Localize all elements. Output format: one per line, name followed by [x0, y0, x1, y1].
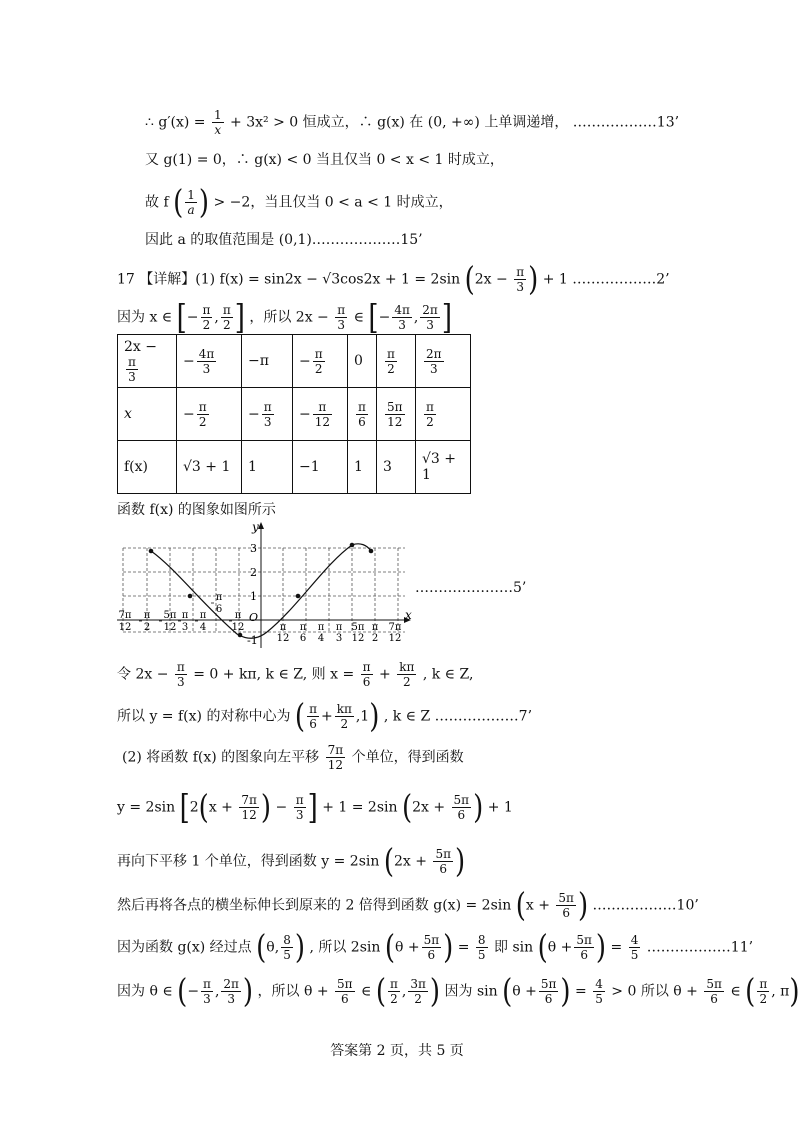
x-tick-num: 7π — [118, 610, 132, 621]
table-cell: − $\frac{\pi}{3}$ — [242, 388, 293, 441]
text: ∈ — [730, 983, 741, 1000]
text: 2x + — [394, 853, 427, 870]
function-graph — [115, 520, 415, 655]
paren: ( — [173, 183, 184, 222]
text: 2x − — [474, 271, 508, 288]
x-tick-num: π — [299, 622, 307, 633]
x-tick-num: π — [371, 622, 379, 633]
paren: ) — [260, 788, 272, 827]
fraction: $\frac{5\pi}{6}$ — [558, 891, 574, 920]
line-8 — [117, 660, 473, 689]
text: = — [575, 983, 587, 1000]
text: + 3x² > 0 恒成立，∴ g(x) 在 (0, +∞) 上单调递增， — [230, 114, 569, 131]
x-tick-den: 3 — [181, 622, 189, 633]
score-marker: …………………5’ — [415, 580, 527, 596]
point — [188, 594, 193, 599]
table-cell: $\frac{\pi}{6}$ — [348, 388, 377, 441]
table-cell: − $\frac{\pi}{2}$ — [177, 388, 242, 441]
table-cell: √3 + 1 — [177, 441, 242, 494]
paren: ( — [537, 928, 548, 967]
fraction: $\frac{\pi}{3}$ — [203, 977, 211, 1006]
line-7 — [117, 500, 276, 520]
paren: ( — [401, 788, 413, 827]
paren: ) — [560, 972, 571, 1011]
paren: ) — [454, 842, 466, 881]
score-marker: ………………11’ — [646, 939, 754, 956]
paren: ( — [375, 972, 387, 1011]
y-tick: 1 — [250, 590, 257, 603]
line-11 — [117, 788, 513, 827]
fraction: $\frac{k\pi}{2}$ — [336, 702, 352, 731]
text: − — [275, 799, 288, 816]
fraction: $\frac{\pi}{2}$ — [222, 303, 231, 332]
text: 函数 f(x) 的图象如图所示 — [117, 502, 276, 518]
table-cell: 0 — [348, 335, 377, 388]
text: 再向下平移 1 个单位，得到函数 y = 2sin — [117, 853, 380, 870]
paren: ( — [384, 928, 395, 967]
text: 又 g(1) = 0，∴ g(x) < 0 当且仅当 0 < x < 1 时成立， — [145, 152, 504, 168]
y-tick: -1 — [247, 634, 258, 647]
text: − — [187, 983, 200, 1000]
paren: ( — [745, 972, 756, 1011]
fraction: $\frac{5\pi}{6}$ — [337, 977, 353, 1006]
paren: ( — [464, 260, 475, 299]
text: > −2，当且仅当 0 < a < 1 时成立， — [213, 194, 453, 211]
table-row — [118, 388, 471, 441]
fraction: $\frac{\pi}{2}$ — [759, 977, 768, 1006]
fraction: $\frac{2\pi}{3}$ — [422, 303, 438, 332]
text: θ + — [547, 939, 573, 956]
y-tick: 2 — [250, 566, 257, 579]
paren: ) — [294, 928, 305, 967]
line-13 — [117, 886, 699, 925]
text: x + — [525, 897, 550, 914]
fraction: $\frac{5\pi}{6}$ — [435, 847, 451, 876]
fraction: $\frac{2\pi}{3}$ — [223, 977, 239, 1006]
line-14 — [117, 928, 754, 967]
x-ticks-right — [277, 622, 402, 644]
text: ，所以 θ + — [257, 983, 329, 1000]
table-cell: −π — [242, 335, 293, 388]
line-12 — [117, 842, 466, 881]
x-tick-num: π — [181, 610, 189, 621]
x-tick-num: π — [335, 622, 343, 633]
paren: ) — [789, 972, 799, 1011]
text: 个单位，得到函数 — [351, 749, 464, 766]
fraction-pi-over-3: $\frac{\pi}{3}$ — [516, 265, 525, 294]
line-3 — [145, 183, 453, 222]
paren: ( — [515, 886, 526, 925]
text: 因为 sin — [444, 983, 498, 1000]
text: ∴ g′(x) = — [145, 114, 206, 131]
point — [350, 543, 355, 548]
text: , k ∈ Z, — [422, 666, 474, 683]
fraction: $\frac{\pi}{3}$ — [337, 303, 346, 332]
fraction: $\frac{\pi}{3}$ — [295, 793, 304, 822]
text: ，所以 2x − — [249, 309, 329, 326]
text: 因此 a 的取值范围是 (0,1).………………15’ — [145, 232, 423, 248]
text: 2x + — [412, 799, 446, 816]
line-10 — [122, 743, 464, 772]
score-marker: ………………2’ — [572, 271, 670, 288]
text: ∈ — [353, 309, 364, 326]
text: > 0 所以 θ + — [611, 983, 698, 1000]
y-axis-label: y — [252, 520, 259, 534]
text: , — [401, 983, 407, 1000]
fraction: $\frac{4}{5}$ — [595, 977, 603, 1006]
fraction: $\frac{\pi}{6}$ — [309, 702, 317, 731]
fraction: $\frac{4\pi}{3}$ — [394, 303, 410, 332]
text: , k ∈ Z — [383, 708, 431, 725]
x-tick-den: 12 — [276, 633, 290, 644]
fraction-1-over-a: $\frac{1}{a}$ — [187, 188, 195, 217]
x-tick-den: 12 — [231, 622, 245, 633]
text: θ + — [394, 939, 420, 956]
paren: ) — [595, 928, 607, 967]
paren: ) — [577, 886, 589, 925]
paren: ) — [429, 972, 441, 1011]
fraction-1-over-x: $\frac{1}{x}$ — [213, 108, 222, 137]
table-cell: −1 — [293, 441, 348, 494]
text: , 所以 2sin — [309, 939, 381, 956]
fraction: $\frac{\pi}{6}$ — [362, 660, 371, 689]
score-marker: ………………10’ — [592, 897, 699, 914]
text: 故 f — [145, 194, 169, 211]
bracket: [ — [176, 298, 187, 337]
text: 令 2x − — [117, 666, 169, 683]
fraction: $\frac{5\pi}{6}$ — [423, 933, 440, 962]
score-marker: ………………13’ — [572, 114, 680, 131]
table-cell: 1 — [348, 441, 377, 494]
text: + 1 — [542, 271, 568, 288]
table-cell: − $\frac{\pi}{2}$ — [293, 335, 348, 388]
line-4 — [145, 230, 423, 250]
text: 因为函数 g(x) 经过点 — [117, 939, 252, 956]
value-table — [117, 334, 471, 494]
paren: ) — [473, 788, 484, 827]
bracket: ] — [234, 298, 245, 337]
line-1 — [145, 108, 679, 137]
fraction: $\frac{7\pi}{12}$ — [241, 793, 257, 822]
table-cell: 1 — [242, 441, 293, 494]
bracket: [ — [368, 298, 379, 337]
point — [296, 594, 301, 599]
score-marker-5 — [415, 578, 526, 598]
table-cell: f(x) — [118, 441, 177, 494]
line-5 — [117, 260, 670, 299]
text: , — [214, 983, 220, 1000]
text: 2 — [189, 799, 199, 816]
bracket: ] — [441, 298, 452, 337]
x-tick-den: 12 — [118, 622, 132, 633]
table-cell: $\frac{2\pi}{3}$ — [416, 335, 471, 388]
x-tick-den: 12 — [388, 633, 402, 644]
text: + 1 = 2sin — [322, 799, 398, 816]
paren: ( — [294, 697, 306, 736]
line-2 — [145, 150, 504, 170]
x-tick-den: 4 — [317, 633, 325, 644]
table-cell: x — [118, 388, 177, 441]
fraction: $\frac{3\pi}{2}$ — [410, 977, 426, 1006]
paren: ( — [502, 972, 513, 1011]
text: ∈ — [361, 983, 372, 1000]
x-tick-den: 12 — [163, 622, 177, 633]
text: 因为 θ ∈ — [117, 983, 173, 1000]
paren: ) — [528, 260, 539, 299]
x-tick-num: π — [199, 610, 207, 621]
page-footer: 答案第 2 页，共 5 页 — [330, 1043, 464, 1059]
score-marker: ………………7’ — [434, 708, 533, 725]
paren: ) — [369, 697, 380, 736]
table-cell: √3 + 1 — [416, 441, 471, 494]
point — [149, 549, 154, 554]
fraction: $\frac{\pi}{2}$ — [202, 303, 211, 332]
text: x + — [208, 799, 233, 816]
paren: ( — [198, 788, 209, 827]
text: ,1 — [355, 708, 370, 725]
x-tick-num: π — [279, 622, 287, 633]
x-tick-num: 7π — [388, 622, 402, 633]
text: = 0 + kπ, k ∈ Z, 则 x = — [193, 666, 355, 683]
y-axis-arrow — [258, 522, 264, 529]
text: 17 【详解】(1) f(x) = sin2x − √3cos2x + 1 = 2sin — [117, 271, 461, 288]
x-tick-num: π — [143, 610, 151, 621]
fraction: $\frac{5\pi}{6}$ — [706, 977, 722, 1006]
text: = — [610, 939, 623, 956]
text: (2) 将函数 f(x) 的图象向左平移 — [122, 749, 320, 766]
x-ticks-left — [119, 592, 245, 633]
x-tick-den: 6 — [215, 604, 223, 615]
text: 所以 y = f(x) 的对称中心为 — [117, 708, 291, 725]
x-tick-num: π — [317, 622, 325, 633]
text: θ, — [266, 939, 280, 956]
table-cell: $\frac{\pi}{2}$ — [377, 335, 416, 388]
x-tick-den: 3 — [335, 633, 343, 644]
point — [238, 633, 243, 638]
fraction: $\frac{7\pi}{12}$ — [327, 743, 344, 772]
text: y = 2sin — [117, 799, 176, 816]
x-tick-num: π — [215, 592, 223, 603]
y-tick: 3 — [250, 542, 257, 555]
fraction: $\frac{8}{5}$ — [283, 933, 291, 962]
table-row — [118, 441, 471, 494]
table-cell: − $\frac{\pi}{12}$ — [293, 388, 348, 441]
x-tick-den: 2 — [371, 633, 379, 644]
x-tick-den: 2 — [143, 622, 151, 633]
paren: ( — [256, 928, 267, 967]
fraction: $\frac{5\pi}{6}$ — [453, 793, 470, 822]
x-tick-num: 5π — [351, 622, 365, 633]
x-tick-num: 5π — [163, 610, 177, 621]
table-cell: 2x − $\frac{\pi}{3}$ — [118, 335, 177, 388]
x-tick-num: π — [234, 610, 242, 621]
fraction: $\frac{k\pi}{2}$ — [399, 660, 415, 689]
text: 因为 x ∈ — [117, 309, 173, 326]
line-15 — [117, 972, 799, 1011]
bracket: [ — [179, 788, 190, 827]
table-cell: $\frac{5\pi}{12}$ — [377, 388, 416, 441]
paren: ( — [177, 972, 188, 1011]
fraction: $\frac{\pi}{3}$ — [176, 660, 185, 689]
x-tick-den: 4 — [199, 622, 207, 633]
text: θ + — [512, 983, 537, 1000]
x-axis-label: x — [405, 608, 412, 622]
text: , π — [771, 983, 790, 1000]
x-tick-den: 12 — [351, 633, 365, 644]
fraction: $\frac{4}{5}$ — [630, 933, 639, 962]
paren: ) — [443, 928, 454, 967]
table-cell: 3 — [377, 441, 416, 494]
table-row — [118, 335, 471, 388]
text: = — [457, 939, 470, 956]
paren: ( — [383, 842, 394, 881]
text: + — [379, 666, 391, 683]
x-tick-den: 6 — [299, 633, 307, 644]
line-9: 所以 y = f(x) 的对称中心为 ( $\frac{\pi}{6}$ + $\frac{k\pi}{2}$ ,1) , k ∈ Z ………………7’ — [117, 697, 533, 736]
fraction: $\frac{8}{5}$ — [477, 933, 486, 962]
origin-label: O — [249, 611, 259, 624]
paren: ) — [198, 183, 210, 222]
fraction: $\frac{5\pi}{6}$ — [540, 977, 557, 1006]
text: + 1 — [487, 799, 513, 816]
point — [369, 549, 374, 554]
bracket: ] — [307, 788, 318, 827]
table-cell: $\frac{\pi}{2}$ — [416, 388, 471, 441]
fraction: $\frac{\pi}{2}$ — [390, 977, 398, 1006]
text: 即 sin — [494, 939, 534, 956]
paren: ) — [242, 972, 254, 1011]
text: 然后再将各点的横坐标伸长到原来的 2 倍得到函数 g(x) = 2sin — [117, 897, 512, 914]
fraction: $\frac{5\pi}{6}$ — [576, 933, 592, 962]
table-cell: − $\frac{4\pi}{3}$ — [177, 335, 242, 388]
line-6: 因为 x ∈ [− $\frac{\pi}{2}$ , $\frac{\pi}{2}$ ] ，所以 2x − $\frac{\pi}{3}$ ∈ [− $\frac{4\pi}{3}$ , $\frac{2\pi}{3}$ ] — [117, 298, 452, 337]
